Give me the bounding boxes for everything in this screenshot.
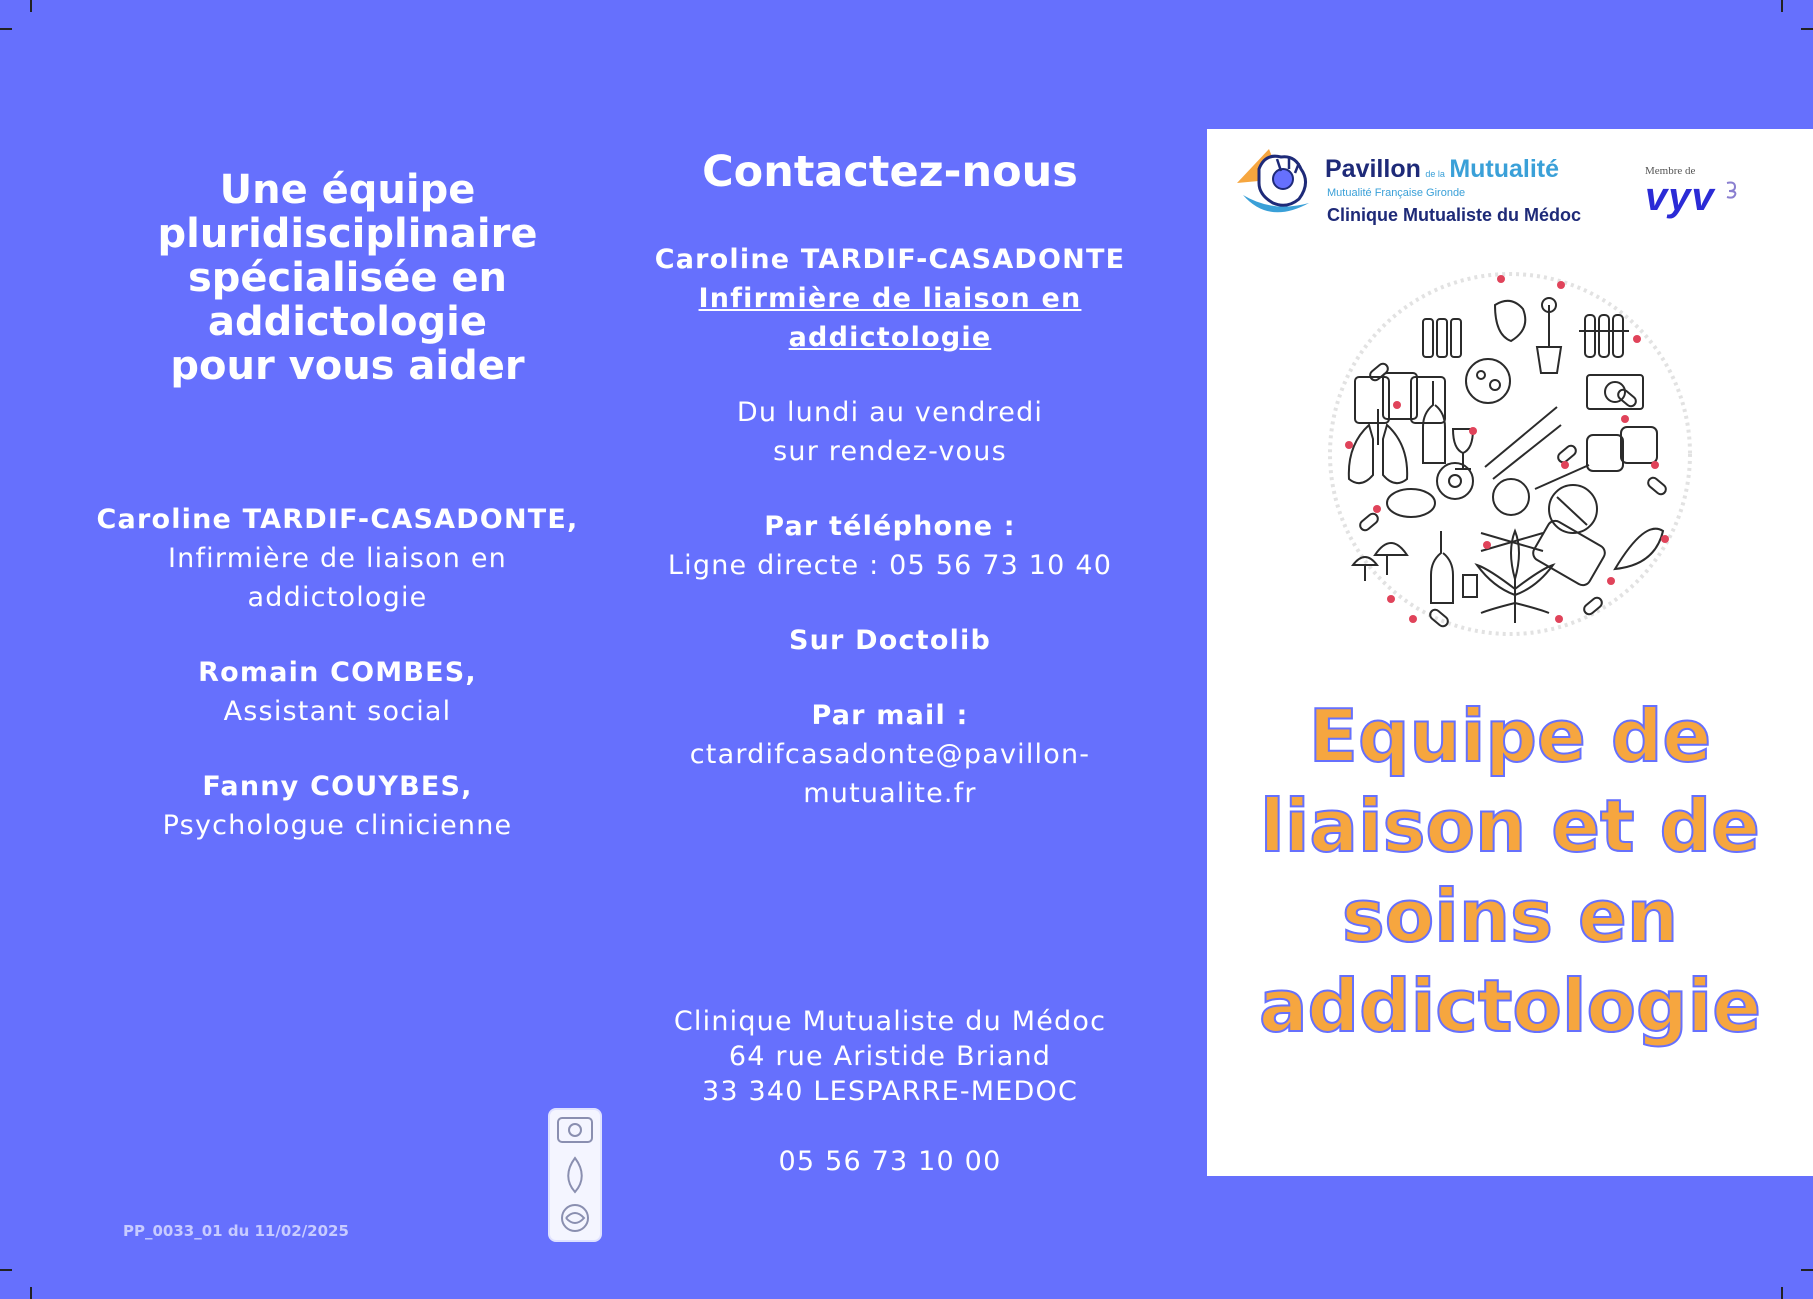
- team-member: [40, 500, 635, 617]
- contact-name: Caroline TARDIF-CASADONTE: [654, 244, 1126, 275]
- cover-title: [1207, 691, 1813, 1051]
- contact-mail: [630, 696, 1150, 813]
- crop-mark-tr-v: [1781, 0, 1783, 12]
- addiction-icons-group: [1349, 298, 1668, 628]
- address-line: 64 rue Aristide Briand: [728, 1041, 1052, 1072]
- logo-name-part2: Mutualité: [1449, 155, 1560, 183]
- team-heading-line: spécialisée en: [187, 255, 507, 301]
- addiction-icons-circle-icon: [1325, 269, 1695, 639]
- cover-title-line: liaison et de: [1260, 784, 1760, 868]
- team-member: [40, 653, 635, 731]
- cover-title-line: soins en: [1341, 874, 1679, 958]
- crop-mark-br-h: [1801, 1269, 1813, 1271]
- team-heading-line: Une équipe: [219, 167, 476, 213]
- contact-role-line: addictologie: [788, 322, 992, 353]
- logo-sub: Mutualité Française Gironde: [1327, 187, 1466, 199]
- vyv-logo-icon: [1723, 179, 1743, 199]
- address-line: Clinique Mutualiste du Médoc: [673, 1006, 1107, 1037]
- team-member-role: addictologie: [247, 582, 428, 613]
- member-label: Membre de: [1645, 165, 1696, 177]
- team-heading-line: pluridisciplinaire: [157, 211, 538, 257]
- cover-panel: [1207, 129, 1813, 1176]
- team-heading-line: pour vous aider: [170, 343, 525, 389]
- hours-line: Du lundi au vendredi: [736, 397, 1044, 428]
- crop-mark-br-v: [1781, 1287, 1783, 1299]
- cover-title-line: Equipe de: [1308, 694, 1712, 778]
- clinic-phone: 05 56 73 10 00: [778, 1146, 1002, 1177]
- hours-line: sur rendez-vous: [773, 436, 1007, 467]
- team-column: [60, 168, 635, 845]
- mail-line: ctardifcasadonte@pavillon-: [689, 739, 1091, 770]
- team-member-role: Psychologue clinicienne: [162, 810, 513, 841]
- team-member-name: Fanny COUYBES,: [202, 771, 473, 802]
- vyv-logo: [1645, 165, 1775, 225]
- team-heading-line: addictologie: [208, 299, 487, 345]
- phone-label: Par téléphone :: [764, 511, 1016, 542]
- pavillon-logo: [1229, 143, 1609, 233]
- crop-mark-bl-v: [30, 1287, 32, 1299]
- team-member-name: Caroline TARDIF-CASADONTE,: [96, 504, 579, 535]
- team-member: [40, 767, 635, 845]
- doctolib-label: Sur Doctolib: [788, 625, 992, 656]
- logo-name-part1: Pavillon: [1325, 155, 1421, 183]
- contact-hours: [630, 393, 1150, 471]
- contact-heading: Contactez-nous: [702, 147, 1078, 197]
- contact-role-line: Infirmière de liaison en: [698, 283, 1082, 314]
- team-heading: [60, 168, 635, 388]
- crop-mark-tl-h: [0, 28, 12, 30]
- contact-phone: [630, 507, 1150, 585]
- team-member-role: Infirmière de liaison en: [167, 543, 507, 574]
- mail-label: Par mail :: [811, 700, 969, 731]
- address-line: 33 340 LESPARRE-MEDOC: [701, 1076, 1079, 1107]
- crop-mark-tl-v: [30, 0, 32, 12]
- mail-line: mutualite.fr: [803, 778, 977, 809]
- contact-column: [630, 148, 1150, 813]
- clinic-address: [630, 1004, 1150, 1179]
- document-reference: PP_0033_01 du 11/02/2025: [123, 1222, 349, 1240]
- contact-person: [630, 240, 1150, 357]
- team-member-role: Assistant social: [223, 696, 452, 727]
- certification-badges-svg: [550, 1110, 600, 1240]
- logo-clinic: Clinique Mutualiste du Médoc: [1327, 205, 1582, 225]
- crop-mark-bl-h: [0, 1269, 12, 1271]
- crop-mark-tr-h: [1801, 28, 1813, 30]
- logo-name-small: de la: [1425, 169, 1445, 179]
- cover-title-line: addictologie: [1258, 964, 1762, 1048]
- phone-line: Ligne directe : 05 56 73 10 40: [667, 550, 1113, 581]
- certification-badges-icon: [548, 1108, 602, 1242]
- vyv-brand: vyv: [1645, 175, 1715, 219]
- pavillon-hand-logo-icon: [1229, 143, 1319, 233]
- team-member-name: Romain COMBES,: [198, 657, 477, 688]
